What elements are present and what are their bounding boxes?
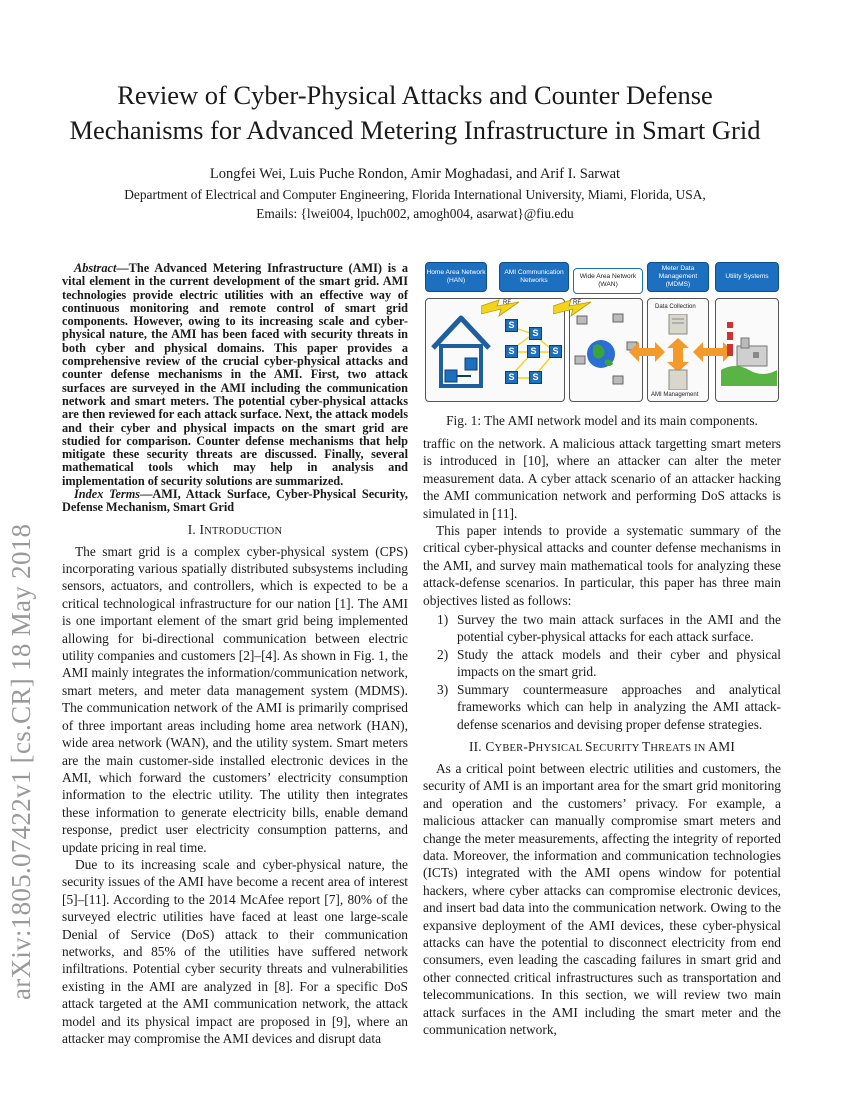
author-block (40, 165, 790, 223)
left-column (62, 262, 408, 1047)
intro-paragraph-2: Due to its increasing scale and cyber-physical nature, the security issues of the AMI have become a recent area of interest [5]–[11]. According to the 2014 McAfee report [7], 80% of the surveyed electric utilities have faced at least one large-scale Denial of Service (DoS) attack to their communication networks, and 85% of the utilities have suffered network infiltrations. Potential cyber security threats and vulnerabilities existing in the AMI are analyzed in [8]. For a specific DoS attack targeted at the AMI communication network, the attack model and its physical impact are proposed in [9], where an attacker may compromise the AMI devices and disrupt data (62, 856, 408, 1047)
ami-management-label: AMI Management (651, 392, 699, 398)
double-arrow-icon (629, 342, 665, 362)
affiliation: Department of Electrical and Computer Engineering, Florida International University, Miami, Florida, USA, (124, 187, 706, 202)
smart-meter-icon: S (549, 345, 562, 358)
right-continuation-paragraph: traffic on the network. A malicious attack targetting smart meters is introduced in [10], where an attacker can alter the meter measurement data. A cyber attack scenario of an attacker hacking the AMI communication network and performing DoS attacks is simulated in [11]. (423, 436, 781, 521)
ami-network-figure (423, 262, 781, 404)
emails: Emails: {lwei004, lpuch002, amogh004, asarwat}@fiu.edu (256, 206, 574, 221)
figure-1-caption: Fig. 1: The AMI network model and its main components. (446, 413, 758, 428)
list-item: 3) Summary countermeasure approaches and analytical frameworks which can help in analyzing the AMI attack-defense scenarios and devising proper defense strategies. (437, 681, 781, 732)
arxiv-identifier: arXiv:1805.07422v1 [cs.CR] 18 May 2018 (6, 523, 36, 1000)
paper-title (40, 78, 790, 148)
smart-meter-icon: S (529, 327, 542, 340)
power-plant-icon (721, 316, 777, 386)
smart-meter-icon: S (505, 345, 518, 358)
index-terms: Index Terms—AMI, Attack Surface, Cyber-Physical Security, Defense Mechanism, Smart Grid (62, 487, 408, 515)
abstract: Abstract—The Advanced Metering Infrastructure (AMI) is a vital element in the current development of the smart grid. AMI technologies provide electric utilities with an effective way of continuous monitoring and remote control of smart grid components. However, owing to its increasing scale and cyber-physical nature, the AMI has been faced with security threats in both cyber and physical domains. This paper provides a comprehensive review of the crucial cyber-physical attacks and counter defense mechanisms in the AMI. First, two attack surfaces are surveyed in the AMI including the communication network and smart meters. The potential cyber-physical attacks are then reviewed for each attack surface. Next, the attack models and their cyber and physical impacts on the smart grid are studied for comparison. Counter defense mechanisms that help mitigate these security threats are discussed. Finally, several mathematical tools which may help in analysis and implementation of security solutions are summarized. (62, 261, 408, 488)
section-1-heading: I. INTRODUCTION (187, 521, 283, 537)
title-line-2: Mechanisms for Advanced Metering Infrastructure in Smart Grid (69, 115, 761, 145)
abstract-label: Abstract (74, 261, 117, 275)
smart-meter-icon: S (527, 345, 540, 358)
house-icon (429, 310, 493, 390)
mdms-header: Meter Data Management (MDMS) (647, 262, 709, 292)
data-collection-label: Data Collection (655, 304, 696, 310)
list-item: 2) Study the attack models and their cyber and physical impacts on the smart grid. (437, 646, 781, 680)
objectives-intro: This paper intends to provide a systematic summary of the critical cyber-physical attacks and counter defense mechanisms in the AMI, and survey main mathematical tools for analyzing these attack-defense scenarios. In particular, this paper has three main objectives listed as follows: (423, 523, 781, 608)
smart-meter-icon: S (505, 319, 518, 332)
intro-paragraph-1: The smart grid is a complex cyber-physical system (CPS) incorporating various spatially distributed subsystems including sensors, actuators, and controllers, which is expected to be a critical technological infrastructure for our nation [1]. The AMI is one important element of the smart grid being implemented allowing for bi-directional communication between electric utility companies and customers [2]–[4]. As shown in Fig. 1, the AMI mainly integrates the information/communication network, smart meters, and meter data management system (MDMS). The communication network of the AMI is primarily comprised of three important areas including home area network (HAN), wide area network (WAN), and the utility system. Smart meters are the main customer-side installed electronic devices in the AMI, which forward the customers’ electricity consumption information to the electric utility. The utility then integrates these information to generate electricity bills, enable demand response, predict user electricity consumption patterns, and update pricing in real time. (62, 543, 408, 855)
rf-label-2: RF (573, 300, 581, 306)
index-terms-text: AMI, Attack Surface, Cyber-Physical Security, Defense Mechanism, Smart Grid (62, 487, 408, 515)
han-header: Home Area Network (HAN) (425, 262, 487, 292)
abstract-text: The Advanced Metering Infrastructure (AMI) is a vital element in the current development of the smart grid. AMI technologies provide electric utilities with an effective way of continuous monitoring and remote control of smart grid components. However, owing to its increasing scale and cyber-physical nature, the AMI has been faced with security threats in both cyber and physical domains. This paper provides a comprehensive review of the crucial cyber-physical attacks and counter defense mechanisms in the AMI. First, two attack surfaces are surveyed in the AMI including the communication network and smart meters. The potential cyber-physical attacks are then reviewed for each attack surface. Next, the attack models and their cyber and physical impacts on the smart grid are studied for comparison. Counter defense mechanisms that help mitigate these security threats are discussed. Finally, several mathematical tools which may help in analysis and implementation of security solutions are summarized. (62, 261, 408, 488)
authors: Longfei Wei, Luis Puche Rondon, Amir Moghadasi, and Arif I. Sarwat (209, 166, 621, 182)
smart-meter-icon: S (529, 371, 542, 384)
index-terms-label: Index Terms (74, 487, 141, 502)
section-2-paragraph: As a critical point between electric utilities and customers, the security of AMI is an important area for the smart grid monitoring and operation and the customers’ privacy. For example, a malicious attacker can manually compromise smart meters and change the meter measurements, affecting the integrity of reported data. Moreover, the information and communication technologies (ICTs) integrated with the AMI opens window for potential hackers, where cyber attacks can compromise electronic devices, and insert bad data into the communication network. Owing to the expansive deployment of the AMI devices, these cyber-physical attacks can have the potential to disconnect electricity from end consumers, even leading the cascading failures in smart grid and other connected critical infrastructures such as transportation and telecommunications. In this section, we will review two main attack surfaces in the AMI including the smart meter and the communication network, (423, 760, 781, 1037)
right-column (423, 262, 781, 1038)
utility-header: Utility Systems (715, 262, 779, 292)
objectives-list (423, 611, 781, 733)
list-item: 1) Survey the two main attack surfaces in the AMI and the potential cyber-physical attacks for each attack surface. (437, 612, 781, 645)
smart-meter-icon: S (505, 371, 518, 384)
rf-bolt-icon-1 (481, 298, 521, 318)
title-line-1: Review of Cyber-Physical Attacks and Counter Defense (117, 80, 713, 110)
rf-label-1: RF (503, 300, 511, 306)
server-icon (663, 314, 693, 390)
ami-comm-header: AMI Communication Networks (499, 262, 569, 292)
section-2-heading: II. CYBER-PHYSICAL SECURITY THREATS IN AMI (468, 738, 736, 754)
wan-header: Wide Area Network (WAN) (573, 268, 643, 294)
